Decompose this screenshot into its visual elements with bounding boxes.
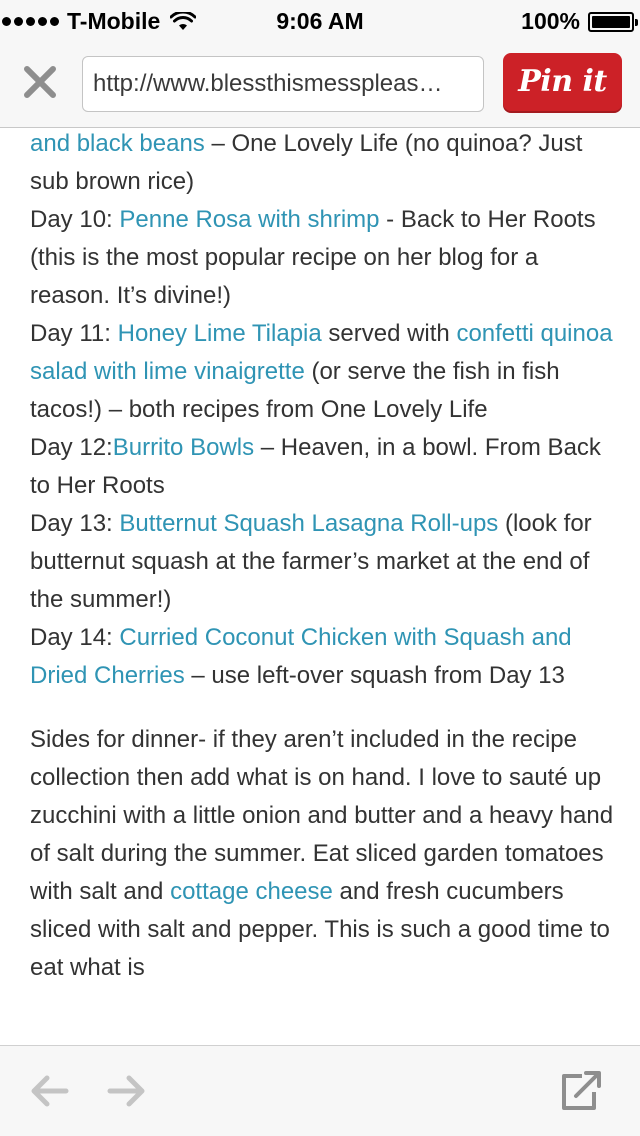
recipe-link[interactable]: Curried Coconut Chicken with Squash and Dried Cherries [30, 624, 572, 689]
pin-it-button[interactable]: Pin it [503, 53, 622, 113]
browser-toolbar [0, 1045, 640, 1136]
share-icon[interactable] [560, 1068, 602, 1112]
recipe-link[interactable]: Butternut Squash Lasagna Roll-ups [119, 510, 499, 537]
recipe-list-item [30, 315, 620, 429]
recipe-link[interactable]: and black beans [30, 130, 205, 157]
body-text: Day 10: [30, 206, 120, 233]
body-text: – use left-over squash from Day 13 [184, 662, 565, 689]
body-text: (look for butternut squash at the farmer’s market at the end of the summer!) [30, 510, 592, 613]
recipe-link[interactable]: confetti quinoa salad with lime vinaigrette [30, 320, 613, 385]
recipe-link[interactable]: Honey Lime Tilapia [117, 320, 322, 347]
body-text: Day 11: [30, 320, 118, 347]
recipe-link[interactable]: Burrito Bowls [112, 434, 255, 461]
forward-arrow-icon[interactable] [106, 1072, 148, 1110]
body-text: – One Lovely Life (no quinoa? Just sub brown rice) [30, 130, 583, 195]
body-text: Day 12: [30, 434, 113, 461]
recipe-list-item [30, 505, 620, 619]
carrier-name: T-Mobile [67, 8, 161, 34]
body-text: - Back to Her Roots (this is the most popular recipe on her blog for a reason. It’s divine!) [30, 206, 596, 309]
article-body [30, 128, 620, 987]
recipe-list-item [30, 128, 620, 201]
recipe-list-item [30, 429, 620, 505]
body-text: Day 14: [30, 624, 120, 651]
body-text: – Heaven, in a bowl. From Back to Her Roots [30, 434, 601, 499]
body-text: and fresh cucumbers sliced with salt and pepper. This is such a good time to eat what is [30, 878, 610, 981]
body-text: Sides for dinner- if they aren’t included in the recipe collection then add what is on hand. I love to sauté up zucchini with a little onion and butter and a heavy hand of salt during the summer. Eat sliced garden tomatoes with salt and [30, 726, 614, 905]
browser-nav-bar [0, 40, 640, 128]
battery-icon [588, 12, 634, 32]
url-field[interactable]: http://www.blessthismesspleas… [82, 56, 484, 112]
body-text: Day 13: [30, 510, 120, 537]
status-right [521, 8, 634, 35]
clock: 9:06 AM [276, 8, 364, 34]
recipe-list [30, 128, 620, 695]
recipe-list-item [30, 619, 620, 695]
web-content[interactable] [0, 128, 640, 1045]
body-text: served with [321, 320, 457, 347]
body-text: (or serve the fish in fish tacos!) – both recipes from One Lovely Life [30, 358, 560, 423]
back-arrow-icon[interactable] [28, 1072, 70, 1110]
sides-paragraph [30, 721, 620, 987]
recipe-link[interactable]: cottage cheese [170, 878, 333, 905]
close-icon[interactable] [22, 64, 58, 100]
status-bar [0, 0, 640, 40]
recipe-list-item [30, 201, 620, 315]
recipe-link[interactable]: Penne Rosa with shrimp [119, 206, 380, 233]
battery-percent: 100% [521, 8, 580, 34]
